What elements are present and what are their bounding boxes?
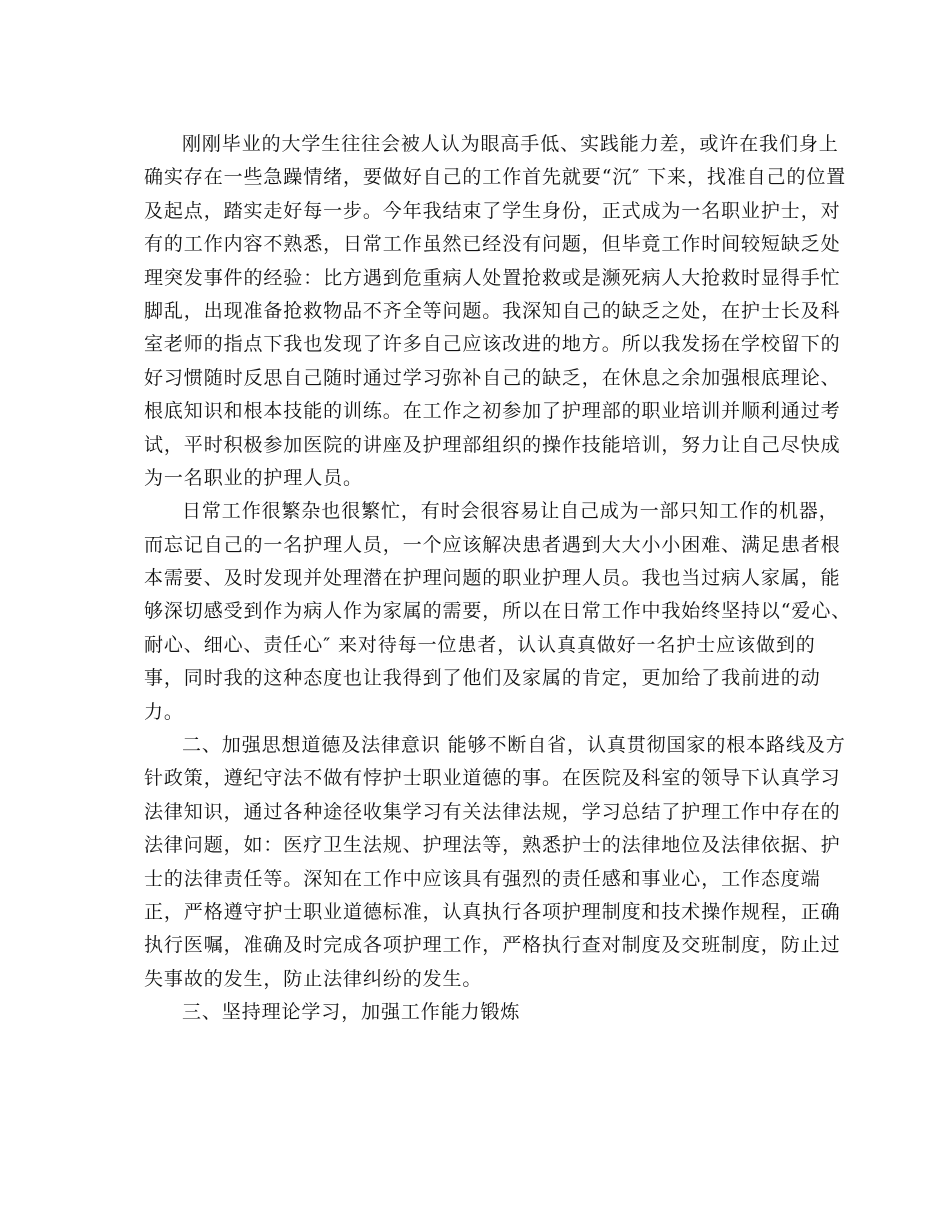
paragraph-1-line-7: 室老师的指点下我也发现了许多自己应该改进的地方。所以我发扬在学校留下的 (144, 333, 841, 356)
section-2-line-6: 正，严格遵守护士职业道德标准，认真执行各项护理制度和技术操作规程，正确 (144, 900, 841, 923)
paragraph-1-line-8: 好习惯随时反思自己随时通过学习弥补自己的缺乏，在休息之余加强根底理论、 (144, 366, 841, 389)
paragraph-1-line-1: 刚刚毕业的大学生往往会被人认为眼高手低、实践能力差，或许在我们身上 (182, 133, 839, 155)
paragraph-2-line-7: 力。 (144, 700, 184, 723)
paragraph-2-line-4: 够深切感受到作为病人作为家属的需要，所以在日常工作中我始终坚持以“爱心、 (144, 600, 852, 623)
section-2-line-8: 失事故的发生，防止法律纠纷的发生。 (144, 967, 483, 990)
section-2-line-4: 法律问题，如：医疗卫生法规、护理法等，熟悉护士的法律地位及法律依据、护 (144, 834, 841, 857)
section-3-heading: 三、坚持理论学习，加强工作能力锻炼 (182, 1001, 521, 1024)
paragraph-2-line-1: 日常工作很繁杂也很繁忙，有时会很容易让自己成为一部只知工作的机器， (182, 500, 839, 523)
paragraph-1-line-11: 为一名职业的护理人员。 (144, 466, 363, 489)
paragraph-2-line-3: 本需要、及时发现并处理潜在护理问题的职业护理人员。我也当过病人家属，能 (144, 567, 841, 590)
paragraph-1-line-4: 有的工作内容不熟悉，日常工作虽然已经没有问题，但毕竟工作时间较短缺乏处 (144, 233, 841, 256)
section-2-line-7: 执行医嘱，准确及时完成各项护理工作，严格执行查对制度及交班制度，防止过 (144, 934, 841, 957)
section-2-line-5: 士的法律责任等。深知在工作中应该具有强烈的责任感和事业心，工作态度端 (144, 867, 821, 890)
paragraph-2-line-6: 事，同时我的这种态度也让我得到了他们及家属的肯定，更加给了我前进的动 (144, 667, 821, 690)
paragraph-1-line-5: 理突发事件的经验：比方遇到危重病人处置抢救或是濒死病人大抢救时显得手忙 (144, 266, 841, 289)
section-2-line-3: 法律知识，通过各种途径收集学习有关法律法规，学习总结了护理工作中存在的 (144, 800, 841, 823)
document-body (144, 128, 852, 1030)
paragraph-1-line-6: 脚乱，出现准备抢救物品不齐全等问题。我深知自己的缺乏之处，在护士长及科 (144, 299, 841, 322)
paragraph-1-line-2: 确实存在一些急躁情绪，要做好自己的工作首先就要“沉″ 下来，找准自己的位置 (144, 166, 847, 189)
paragraph-2-line-5: 耐心、细心、责任心″ 来对待每一位患者，认认真真做好一名护士应该做到的 (144, 633, 816, 656)
section-2-line-2: 针政策，遵纪守法不做有悖护士职业道德的事。在医院及科室的领导下认真学习 (144, 767, 841, 790)
section-2-line-1: 二、加强思想道德及法律意识 能够不断自省，认真贯彻国家的根本路线及方 (182, 734, 846, 757)
paragraph-1-line-10: 试，平时积极参加医院的讲座及护理部组织的操作技能培训，努力让自己尽快成 (144, 433, 841, 456)
paragraph-1-line-3: 及起点，踏实走好每一步。今年我结束了学生身份，正式成为一名职业护士，对 (144, 199, 841, 222)
paragraph-1-line-9: 根底知识和根本技能的训练。在工作之初参加了护理部的职业培训并顺利通过考 (144, 400, 841, 423)
paragraph-2-line-2: 而忘记自己的一名护理人员，一个应该解决患者遇到大大小小困难、满足患者根 (144, 533, 841, 556)
